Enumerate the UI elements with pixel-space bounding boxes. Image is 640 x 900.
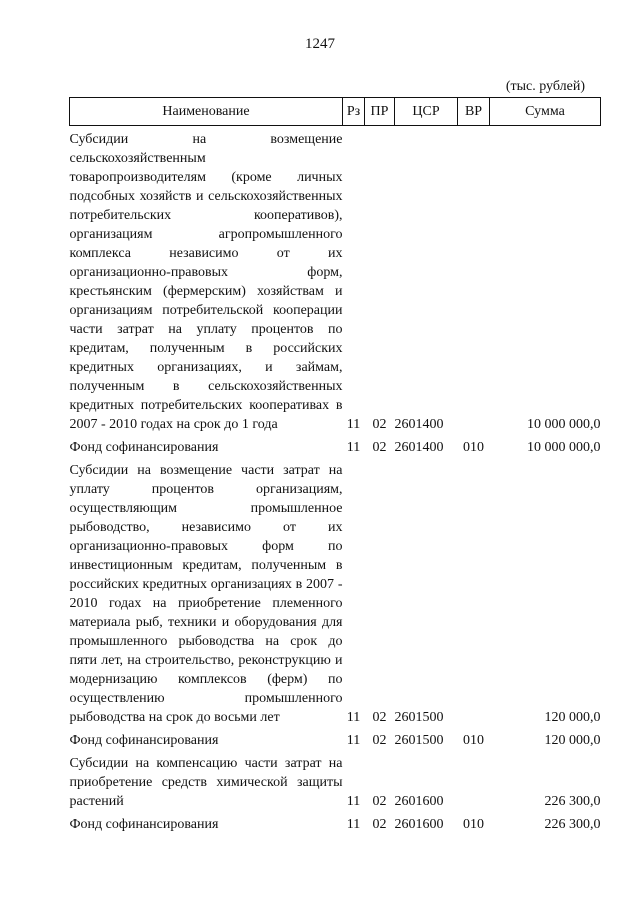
row-csr: 2601600 (394, 817, 444, 832)
header-pr: ПР (365, 98, 395, 126)
row-csr: 2601400 (394, 440, 444, 455)
row-name: Субсидии на компенсацию части затрат на приобретение средств химической защиты растений (69, 756, 343, 809)
row-name: Фонд софинансирования (69, 733, 219, 748)
row-rz: 11 (346, 710, 361, 725)
row-csr: 2601500 (394, 733, 444, 748)
row-rz: 11 (346, 817, 361, 832)
row-sum: 226 300,0 (544, 817, 601, 832)
row-name: Фонд софинансирования (69, 440, 219, 455)
units-label: (тыс. рублей) (505, 79, 585, 94)
row-vr (458, 461, 490, 727)
row-name: Субсидии на возмещение части затрат на уплату процентов организациям, осуществляющим промышленное рыбоводство, независимо от их организационно-правовых форм по инвестиционным кредитам, полученным в российских кредитных организациях в 2007 - 2010 годах на приобретение племенного материала рыб, техники и оборудования для промышленного рыбоводства на срок до пяти лет, на строительство, реконструкцию и модернизацию комплексов (ферм) по осуществлению промышленного рыбоводства на срок до восьми лет (69, 463, 343, 725)
row-pr: 02 (372, 817, 387, 832)
row-rz: 11 (346, 417, 361, 432)
row-name: Фонд софинансирования (69, 817, 219, 832)
row-vr: 010 (463, 817, 484, 832)
row-pr: 02 (372, 417, 387, 432)
row-pr: 02 (372, 733, 387, 748)
budget-table (69, 97, 601, 834)
row-vr: 010 (463, 440, 484, 455)
row-rz: 11 (346, 733, 361, 748)
header-rz: Рз (343, 98, 365, 126)
row-csr: 2601600 (394, 794, 444, 809)
row-rz: 11 (346, 440, 361, 455)
header-name: Наименование (70, 98, 343, 126)
row-pr: 02 (372, 440, 387, 455)
header-vr: ВР (458, 98, 490, 126)
table-row (70, 754, 601, 811)
row-csr: 2601500 (394, 710, 444, 725)
row-rz: 11 (346, 794, 361, 809)
table-row (70, 130, 601, 434)
row-sum: 10 000 000,0 (527, 417, 601, 432)
row-vr: 010 (463, 733, 484, 748)
row-sum: 120 000,0 (544, 733, 601, 748)
row-pr: 02 (372, 710, 387, 725)
header-sum: Сумма (490, 98, 601, 126)
table-row (70, 438, 601, 457)
table-row (70, 731, 601, 750)
header-csr: ЦСР (395, 98, 458, 126)
row-sum: 120 000,0 (544, 710, 601, 725)
page-number: 1247 (305, 36, 335, 52)
row-vr (458, 754, 490, 811)
table-row (70, 461, 601, 727)
row-vr (458, 130, 490, 434)
table-row (70, 815, 601, 834)
row-pr: 02 (372, 794, 387, 809)
header-row (70, 98, 601, 126)
row-name: Субсидии на возмещение сельскохозяйственным товаропроизводителям (кроме личных подсобных хозяйств и сельскохозяйственных потребительских кооперативов), организациям агропромышленного комплекса независимо от их организационно-правовых форм, крестьянским (фермерским) хозяйствам и организациям потребительской кооперации части затрат на уплату процентов по кредитам, полученным в российских кредитных организациях, и займам, полученным в сельскохозяйственных кредитных потребительских кооперативах в 2007 - 2010 годах на срок до 1 года (69, 132, 343, 432)
row-sum: 10 000 000,0 (527, 440, 601, 455)
row-csr: 2601400 (394, 417, 444, 432)
row-sum: 226 300,0 (544, 794, 601, 809)
